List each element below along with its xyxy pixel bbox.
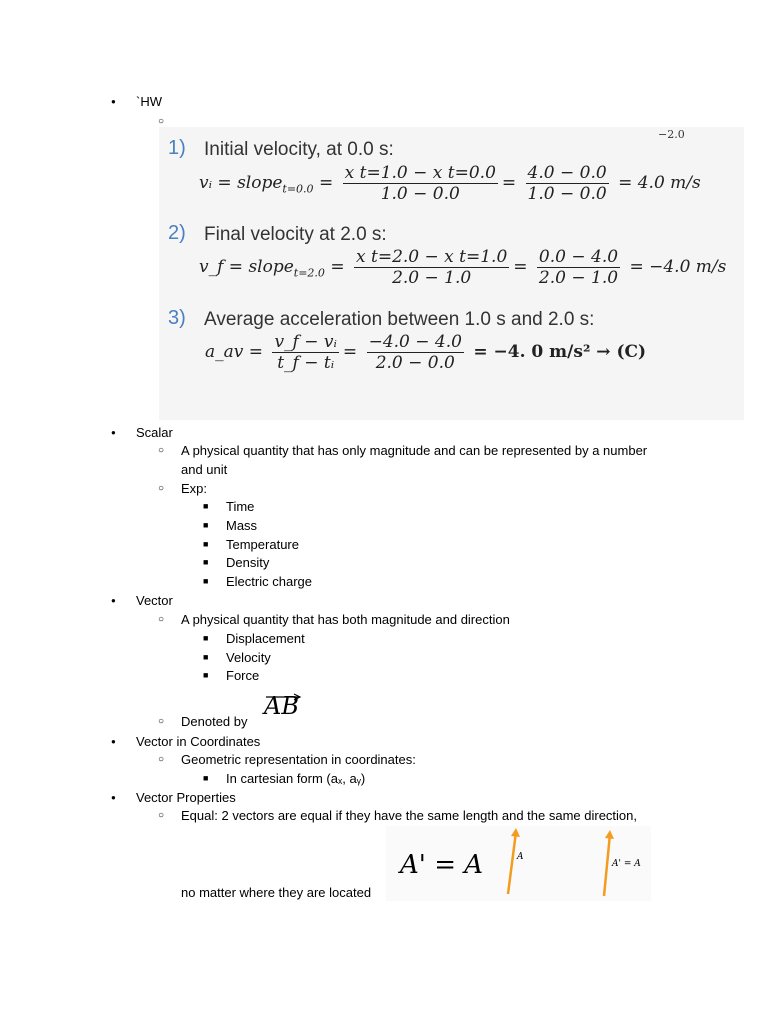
vector-example: ■ Displacement xyxy=(226,629,305,648)
vector-bullet xyxy=(136,591,173,610)
vector-title: Vector xyxy=(136,593,173,608)
step3-frac1: $\frac{\text{v\_f − vᵢ}}{\text{t\_f − tᵢ}}$ xyxy=(274,332,337,373)
step3-number: 3) xyxy=(168,307,186,329)
equal-vectors-image xyxy=(386,826,651,901)
vector-denoted: ○ Denoted by xyxy=(181,712,248,731)
coords-geom: ○ Geometric representation in coordinates: xyxy=(181,750,416,769)
step2-frac1: $\frac{\text{x t=2.0 − x t=1.0}}{2.0 - 1.0}$ xyxy=(356,247,508,288)
step3-title: Average acceleration between 1.0 s and 2.0 s: xyxy=(204,309,595,330)
step2-sub: t=2.0 xyxy=(293,266,325,280)
hw-bullet xyxy=(136,92,162,111)
step2-number: 2) xyxy=(168,222,186,244)
step1-title: Initial velocity, at 0.0 s: xyxy=(204,139,394,160)
scalar-example: ■ Density xyxy=(226,553,269,572)
coords-bullet: ● Vector in Coordinates xyxy=(136,732,260,751)
step1-sub: t=0.0 xyxy=(282,182,314,196)
props-equal: ○ Equal: 2 vectors are equal if they have the same length and the same direction, xyxy=(181,806,637,825)
step3-lhs: a_av = xyxy=(205,342,264,362)
scalar-example: ■ Temperature xyxy=(226,535,299,554)
step1-lhs: vᵢ = slope xyxy=(199,173,283,193)
step1-result: = 4.0 m/s xyxy=(618,173,701,193)
props-equal-cont: no matter where they are located xyxy=(181,885,372,900)
step1-frac1: $\frac{\text{x t=1.0 − x t=0.0}}{1.0 - 0.0}$ xyxy=(344,163,496,204)
step1-number: 1) xyxy=(168,137,186,159)
step2-lhs: v_f = slope xyxy=(199,257,294,277)
scalar-title: Scalar xyxy=(136,425,173,440)
scalar-definition: ○ A physical quantity that has only magnitude and can be represented by a number and unit xyxy=(181,441,647,479)
vector-definition: ○ A physical quantity that has both magnitude and direction xyxy=(181,610,510,629)
step2-frac2: $\frac{0.0 - 4.0}{2.0 - 1.0}$ xyxy=(538,247,619,288)
step1-frac2: $\frac{4.0 - 0.0}{1.0 - 0.0}$ xyxy=(527,163,607,204)
step3-equation: a_av = $\frac{\text{v\_f − vᵢ}}{\text{t\_f − tᵢ}}$ = $\frac{-4.0 - 4.0}{2.0 - 0.0}$ = −4. 0 m/s² → (C) xyxy=(205,332,647,373)
scalar-example: ■ Time xyxy=(226,497,254,516)
step2-equation: v_f = slope$_{t=2.0}$ = $\frac{\text{x t=2.0 − x t=1.0}}{2.0 - 1.0}$ = $\frac{0.0 - 4.0}{2.0 - 1.0}$ = −4.0 m/s xyxy=(199,247,727,288)
step2-title: Final velocity at 2.0 s: xyxy=(204,224,387,245)
scalar-example: ■ Electric charge xyxy=(226,572,312,591)
step3-frac2: $\frac{-4.0 - 4.0}{2.0 - 0.0}$ xyxy=(368,332,462,373)
hw-solution-image xyxy=(159,127,744,420)
props-bullet: ● Vector Properties xyxy=(136,788,236,807)
scalar-exp: ○ Exp: xyxy=(181,479,207,498)
arrow-label-a-prime: A' = A xyxy=(612,859,641,869)
corner-note: −2.0 xyxy=(658,128,685,141)
scalar-bullet xyxy=(136,423,173,442)
vector-example: ■ Force xyxy=(226,666,259,685)
hw-label: `HW xyxy=(136,94,162,109)
ab-notation: AB xyxy=(258,692,299,720)
vector-example: ■ Velocity xyxy=(226,648,271,667)
scalar-example: ■ Mass xyxy=(226,516,257,535)
arrow-label-a: A xyxy=(517,852,524,862)
equal-vectors-formula: A' = A xyxy=(400,850,484,880)
coords-cartesian: ■ In cartesian form (aₓ, aᵧ) xyxy=(226,769,365,788)
step2-result: = −4.0 m/s xyxy=(629,257,727,277)
step3-result: = −4. 0 m/s² → (C) xyxy=(473,342,647,362)
vector-arrow-icon xyxy=(266,693,302,701)
step1-equation: vᵢ = slope$_{t=0.0}$ = $\frac{\text{x t=1.0 − x t=0.0}}{1.0 - 0.0}$ = $\frac{4.0 - 0.0}{1.0 - 0.0}$ = 4.0 m/s xyxy=(199,163,701,204)
